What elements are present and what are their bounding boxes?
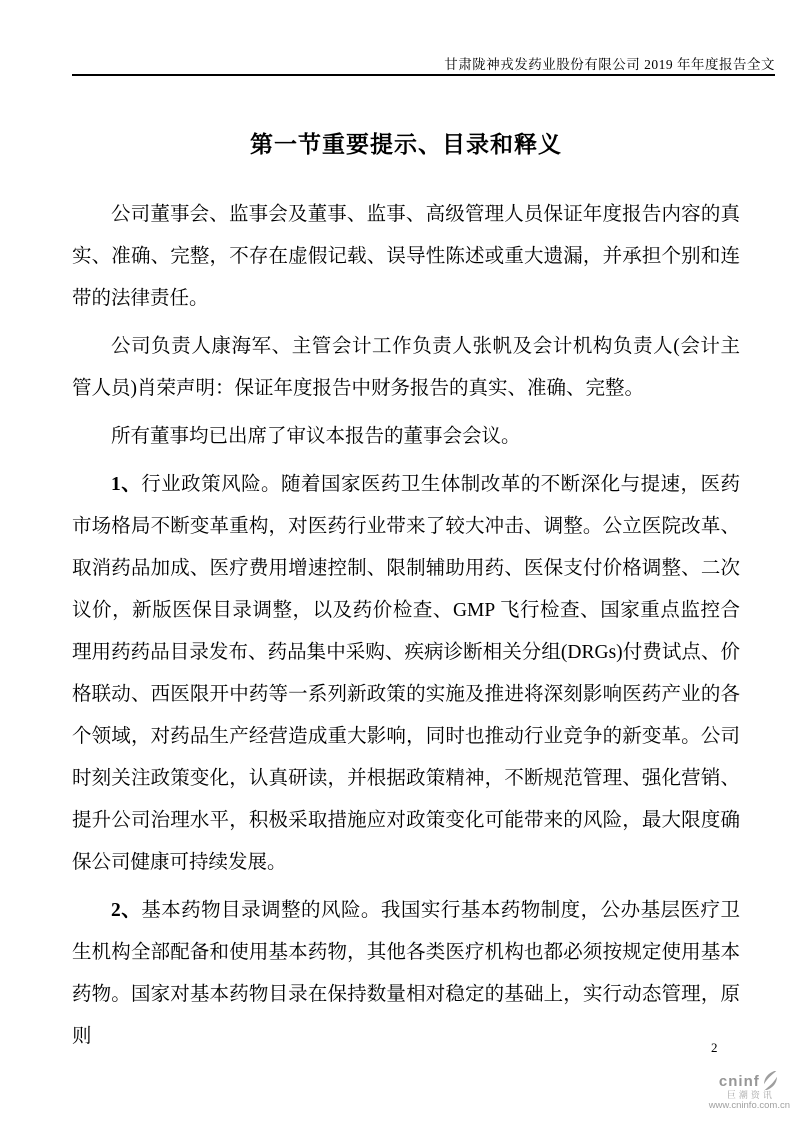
header-rule — [72, 74, 775, 76]
cninfo-logo — [709, 1074, 790, 1112]
cninfo-brand-text: cninf — [718, 1073, 760, 1090]
paragraph-text: 公司董事会、监事会及董事、监事、高级管理人员保证年度报告内容的真实、准确、完整，不存在虚假记载、误导性陈述或重大遗漏，并承担个别和连带的法律责任。 — [72, 204, 740, 309]
body-paragraph — [72, 194, 740, 320]
paragraph-text: 行业政策风险。随着国家医药卫生体制改革的不断深化与提速，医药市场格局不断变革重构，对医药行业带来了较大冲击、调整。公立医院改革、取消药品加成、医疗费用增速控制、限制辅助用药、医保支付价格调整、二次议价，新版医保目录调整，以及药价检查、GMP 飞行检查、国家重点监控合理用药药品目录发布、药品集中采购、疾病诊断相关分组(DRGs)付费试点、价格联动、西医限开中药等一系列新政策的实施及推进将深刻影响医药产业的各个领域，对药品生产经营造成重大影响，同时也推动行业竞争的新变革。公司时刻关注政策变化，认真研读，并根据政策精神，不断规范管理、强化营销、提升公司治理水平，积极采取措施应对政策变化可能带来的风险，最大限度确保公司健康可持续发展。 — [72, 474, 740, 873]
cninfo-url: www.cninfo.com.cn — [708, 1100, 790, 1112]
paragraph-text: 基本药物目录调整的风险。我国实行基本药物制度，公办基层医疗卫生机构全部配备和使用基本药物，其他各类医疗机构也都必须按规定使用基本药物。国家对基本药物目录在保持数量相对稳定的基础上，实行动态管理，原则 — [72, 900, 740, 1047]
page-title: 第一节重要提示、目录和释义 — [250, 132, 562, 157]
cninfo-swirl-icon — [761, 1071, 780, 1090]
body-paragraph — [72, 326, 740, 410]
cninfo-logo-top — [719, 1074, 780, 1091]
document-body — [72, 194, 740, 1064]
paragraph-text: 公司负责人康海军、主管会计工作负责人张帆及会计机构负责人(会计主管人员)肖荣声明：保证年度报告中财务报告的真实、准确、完整。 — [72, 336, 740, 399]
page-number: 2 — [711, 1040, 718, 1055]
cninfo-cn-name: 巨潮资讯 — [726, 1089, 775, 1100]
body-paragraph — [72, 890, 740, 1058]
body-paragraph — [72, 416, 740, 458]
paragraph-lead: 2、 — [111, 900, 142, 921]
page-header: 甘肃陇神戎发药业股份有限公司 2019 年年度报告全文 — [444, 57, 775, 72]
paragraph-lead: 1、 — [111, 474, 142, 495]
body-paragraph — [72, 464, 740, 884]
paragraph-text: 所有董事均已出席了审议本报告的董事会会议。 — [111, 426, 521, 447]
